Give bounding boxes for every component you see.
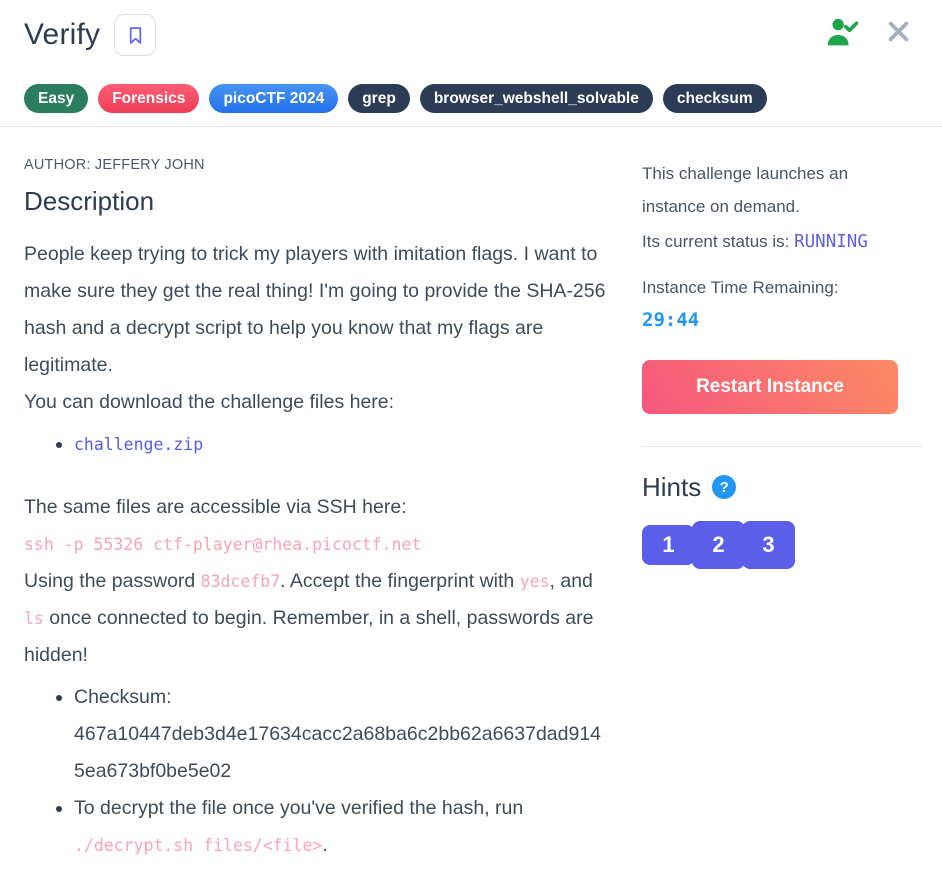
ssh-command-line bbox=[24, 526, 609, 563]
close-button[interactable] bbox=[885, 18, 912, 45]
decrypt-command-code: ./decrypt.sh files/<file> bbox=[74, 836, 323, 855]
time-label: Instance Time Remaining: bbox=[642, 277, 839, 297]
hint-button-1[interactable]: 1 bbox=[642, 525, 695, 565]
instance-panel bbox=[642, 127, 924, 864]
ssh-intro-line: The same files are accessible via SSH here: bbox=[24, 496, 407, 518]
challenge-description bbox=[24, 127, 609, 864]
text-segment: . Accept the fingerprint with bbox=[280, 570, 520, 592]
challenge-zip-link[interactable]: challenge.zip bbox=[74, 435, 204, 454]
bookmark-button[interactable] bbox=[114, 14, 156, 56]
password-code: 83dcefb7 bbox=[200, 572, 281, 591]
header bbox=[0, 0, 942, 113]
help-icon[interactable]: ? bbox=[712, 475, 736, 499]
intro-paragraph: People keep trying to trick my players with imitation flags. I want to make sure they get the real thing! I'm going to provide the SHA-256 hash and a decrypt script to help you know that my flags are legitimate. bbox=[24, 243, 606, 376]
tag-list bbox=[24, 84, 918, 113]
checksum-item: • Checksum: 467a10447deb3d4e17634cacc2a68ba6c2bb62a6637dad9145ea673bf0be5e02 bbox=[74, 679, 609, 790]
decrypt-item bbox=[74, 790, 609, 864]
author-line: AUTHOR: JEFFERY JOHN bbox=[24, 157, 205, 173]
tag-grep[interactable]: grep bbox=[348, 84, 410, 113]
download-list bbox=[24, 426, 609, 463]
text-segment: Using the password bbox=[24, 570, 201, 592]
status-value: RUNNING bbox=[794, 232, 868, 252]
hints-title: Hints bbox=[642, 471, 702, 502]
header-actions bbox=[825, 14, 918, 47]
restart-instance-button[interactable]: Restart Instance bbox=[642, 360, 898, 414]
time-remaining-line bbox=[642, 272, 900, 338]
yes-code: yes bbox=[519, 572, 550, 591]
tag-checksum[interactable]: checksum bbox=[663, 84, 767, 113]
launch-text: This challenge launches an instance on demand. bbox=[642, 164, 849, 216]
description-heading: Description bbox=[24, 186, 155, 216]
close-icon bbox=[885, 18, 912, 45]
tag-browser-webshell-solvable[interactable]: browser_webshell_solvable bbox=[420, 84, 653, 113]
password-paragraph bbox=[24, 563, 609, 674]
sidebar-divider bbox=[642, 446, 922, 447]
text-segment: , and bbox=[549, 570, 593, 592]
hint-button-3[interactable]: 3 bbox=[742, 521, 795, 569]
text-segment: once connected to begin. Remember, in a shell, passwords are hidden! bbox=[24, 607, 594, 666]
hint-buttons bbox=[642, 525, 924, 569]
ssh-command: ssh -p 55326 ctf-player@rhea.picoctf.net bbox=[24, 535, 422, 554]
text-segment: To decrypt the file once you've verified the hash, run bbox=[74, 797, 524, 819]
hints-header bbox=[642, 472, 924, 503]
tag-forensics[interactable]: Forensics bbox=[98, 84, 199, 113]
ls-code: ls bbox=[24, 609, 44, 628]
download-list-item bbox=[74, 426, 609, 463]
tag-picoctf-2024[interactable]: picoCTF 2024 bbox=[209, 84, 338, 113]
instructions-list bbox=[24, 679, 609, 864]
status-line bbox=[642, 226, 900, 259]
time-value: 29:44 bbox=[642, 309, 700, 331]
page-title: Verify bbox=[24, 18, 101, 51]
user-solved-icon bbox=[825, 16, 861, 47]
status-label: Its current status is: bbox=[642, 232, 795, 251]
bookmark-icon bbox=[125, 25, 146, 46]
tag-easy[interactable]: Easy bbox=[24, 84, 88, 113]
download-line: You can download the challenge files here: bbox=[24, 391, 395, 413]
hint-button-2[interactable]: 2 bbox=[692, 521, 745, 569]
text-segment: . bbox=[322, 834, 328, 856]
